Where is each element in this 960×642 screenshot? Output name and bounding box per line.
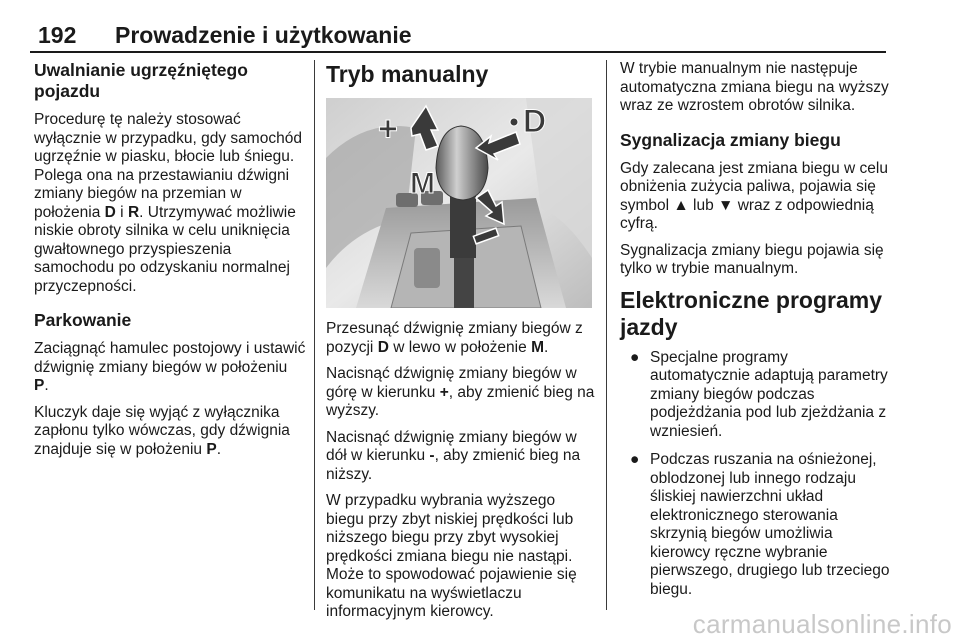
heading-manual-mode: Tryb manualny [326, 61, 489, 87]
bullet-icon: ● [630, 348, 640, 366]
heading-unstuck-vehicle: Uwalnianie ugrzęźniętego pojazdu [34, 60, 248, 101]
dot-marker [510, 118, 518, 126]
list-item: ● Podczas ruszania na ośnieżonej, oblodzonej lub innego rodzaju śliskiej nawierzchni układ elektronicznego sterowania skrzynią biegów umożliwia kierowcy ręczne wybranie pierwszego, drugiego lub trzeciego biegu. [630, 451, 890, 598]
paragraph-manual-4: W przypadku wybrania wyższego biegu przy zbyt niskiej prędkości lub niższego biegu przy zbyt wysokiej prędkości zmiana biegu nie nastąpi. Może to spowodować pojawienie się komunikatu na wyświetlaczu informacyjnym kierowcy. [326, 492, 577, 620]
paragraph-parking-1: Zaciągnąć hamulec postojowy i ustawić dźwignię zmiany biegów w położeniu P. [34, 340, 306, 394]
header-rule [30, 51, 886, 53]
column-divider-1 [314, 60, 315, 610]
column-middle [326, 60, 596, 630]
paragraph-manual-3: Nacisnąć dźwignię zmiany biegów w dół w kierunku -, aby zmienić bieg na niższy. [326, 428, 581, 483]
label-d: D [523, 103, 547, 139]
heading-electronic-programs: Elektroniczne programy jazdy [620, 286, 883, 340]
heading-shift-indicator: Sygnalizacja zmiany biegu [620, 129, 841, 150]
paragraph-manual-2: Nacisnąć dźwignię zmiany biegów w górę w kierunku +, aby zmienić bieg na wyższy. [326, 365, 595, 419]
paragraph-shift-2: Sygnalizacja zmiany biegu pojawia się tylko w trybie manualnym. [620, 241, 884, 277]
electronic-programs-list [620, 349, 890, 600]
column-right [620, 60, 890, 609]
watermark: carmanualsonline.info [692, 609, 952, 639]
list-item: ● Specjalne programy automatycznie adaptują parametry zmiany biegów podczas podjeżdżania pod lub zjeżdżania z wzniesień. [630, 348, 888, 440]
paragraph-shift-1: Gdy zalecana jest zmiana biegu w celu obniżenia zużycia paliwa, pojawia się symbol ▲ lub ▼ wraz z odpowiednią cyfrą. [620, 159, 888, 232]
page-number: 192 [38, 22, 77, 48]
heading-parking: Parkowanie [34, 310, 132, 330]
column-left [34, 60, 306, 467]
paragraph-unstuck: Procedurę tę należy stosować wyłącznie w przypadku, gdy samochód ugrzęźnie w piasku, błocie lub śniegu. Polega ona na przestawianiu dźwigni zmiany biegów na przemian w położenia D i R. Utrzymywać możliwie niskie obroty silnika w celu uniknięcia gwałtownego przyspieszenia samochodu po odzyskaniu normalnej przyczepności. [34, 111, 302, 295]
page-header [30, 22, 930, 52]
paragraph-manual-5: W trybie manualnym nie następuje automatyczna zmiana biegu na wyższy wraz ze wzrostem obrotów silnika. [620, 60, 889, 114]
column-divider-2 [606, 60, 607, 610]
label-m: M [410, 167, 435, 200]
gear-lever-illustration [326, 98, 592, 308]
page-title: Prowadzenie i użytkowanie [115, 22, 412, 48]
paragraph-parking-2: Kluczyk daje się wyjąć z wyłącznika zapłonu tylko wówczas, gdy dźwignia znajduje się w położeniu P. [34, 403, 290, 458]
label-plus: + [378, 110, 398, 148]
gear-indicator-panel [414, 248, 440, 288]
paragraph-manual-1: Przesunąć dźwignię zmiany biegów z pozycji D w lewo w położenie M. [326, 320, 583, 356]
gear-lever-knob [436, 126, 488, 200]
bullet-icon: ● [630, 451, 640, 468]
